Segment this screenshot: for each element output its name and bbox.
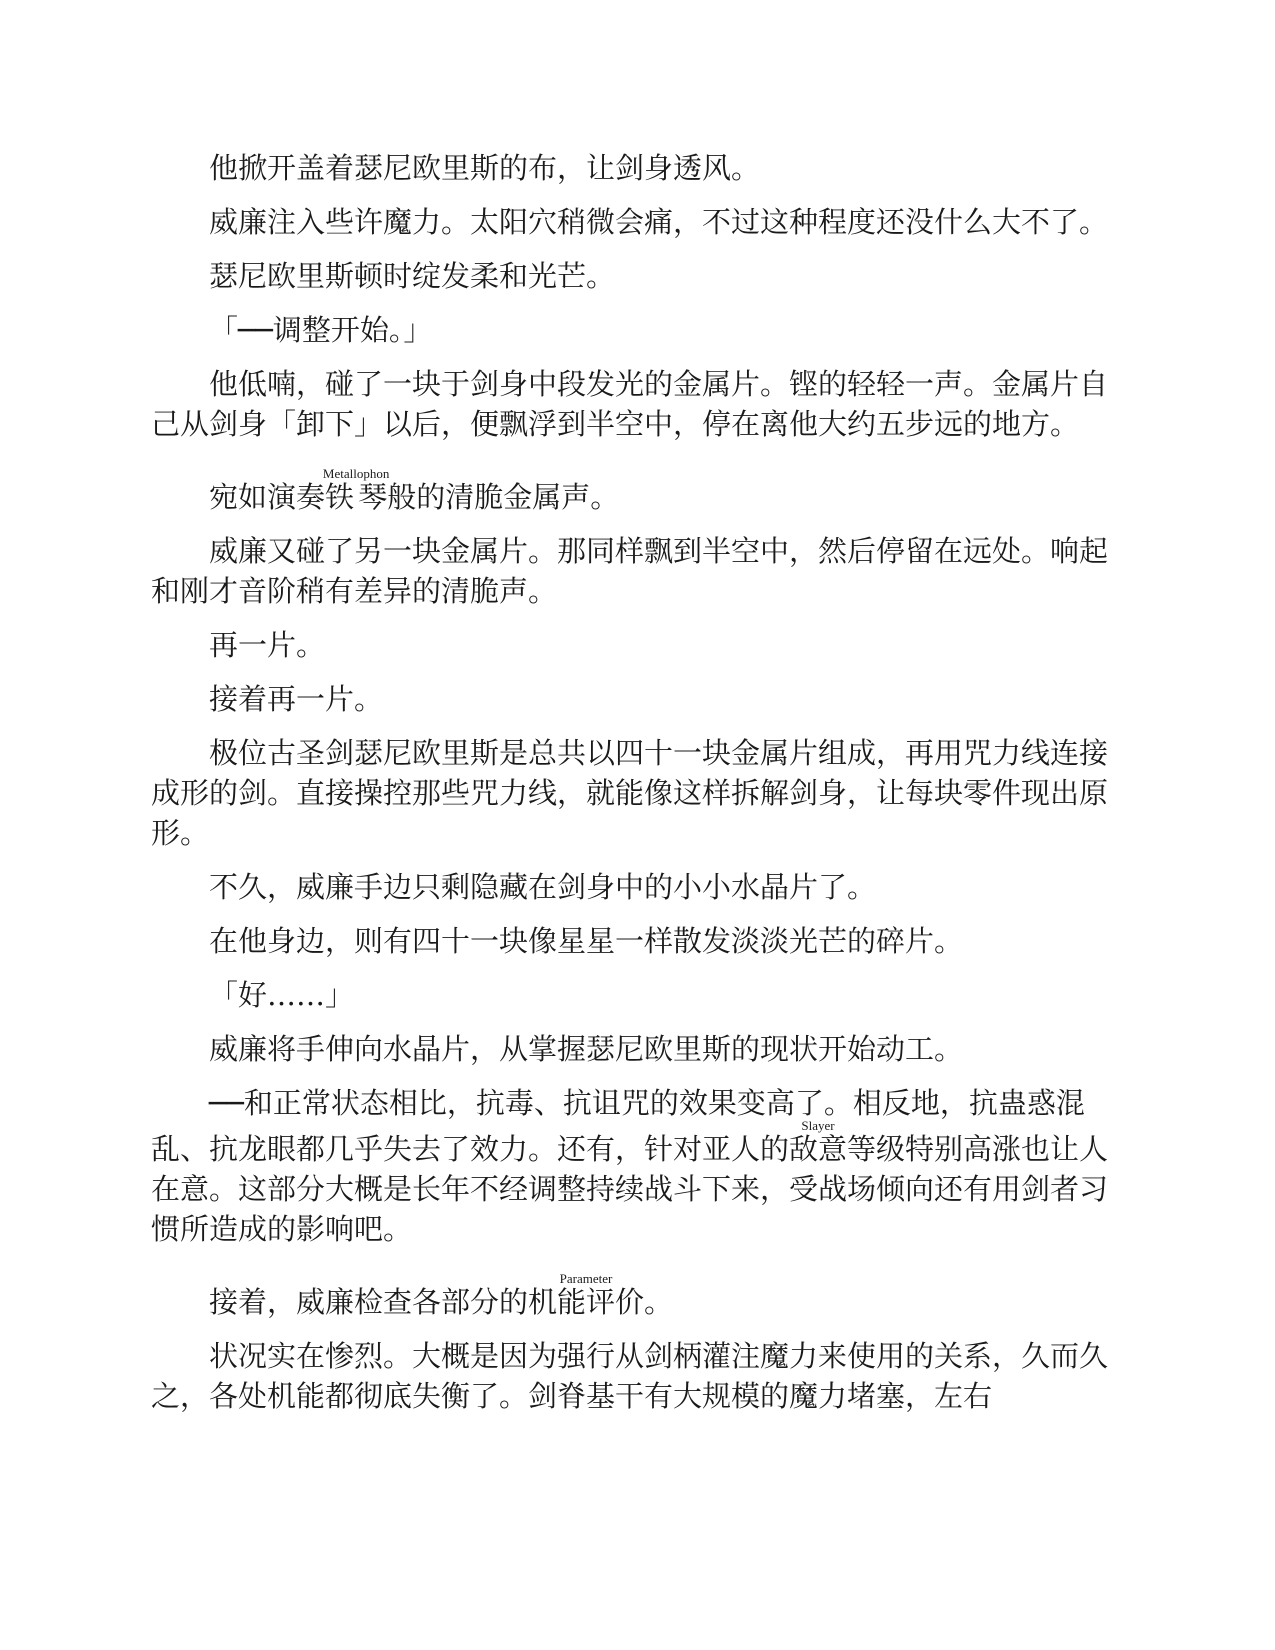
paragraph: 极位古圣剑瑟尼欧里斯是总共以四十一块金属片组成，再用咒力线连接成形的剑。直接操控那些咒力线，就能像这样拆解剑身，让每块零件现出原形。 bbox=[151, 736, 1109, 850]
dialogue-line: 「──调整开始。」 bbox=[209, 313, 433, 347]
paragraph: 瑟尼欧里斯顿时绽发柔和光芒。 bbox=[209, 259, 616, 293]
paragraph: 他低喃，碰了一块于剑身中段发光的金属片。铿的轻轻一声。金属片自己从剑身「卸下」以后，便飘浮到半空中，停在离他大约五步远的地方。 bbox=[151, 367, 1109, 441]
ruby-annotation bbox=[789, 1118, 848, 1166]
paragraph: 威廉又碰了另一块金属片。那同样飘到半空中，然后停留在远处。响起和刚才音阶稍有差异的清脆声。 bbox=[151, 534, 1109, 608]
dialogue-line: 「好……」 bbox=[209, 978, 355, 1012]
text-span: 宛如演奏 bbox=[209, 480, 326, 514]
paragraph bbox=[151, 1083, 1123, 1249]
paragraph: 威廉将手伸向水晶片，从掌握瑟尼欧里斯的现状开始动工。 bbox=[209, 1032, 964, 1066]
text-span: 般的清脆金属声。 bbox=[387, 480, 620, 514]
book-page bbox=[151, 148, 1123, 1430]
paragraph: 再一片。 bbox=[209, 628, 326, 662]
text-span: 等级特别高涨也让人在意。这部分大概是长年不经调整持续战斗下来，受战场倾向还有用剑者习惯所造成的影响吧。 bbox=[151, 1132, 1109, 1246]
ruby-base: 铁琴 bbox=[322, 480, 390, 514]
ruby-text: Slayer bbox=[789, 1118, 848, 1133]
ruby-text: Parameter bbox=[528, 1271, 645, 1286]
text-span: 接着，威廉检查各部分的 bbox=[209, 1285, 529, 1319]
ruby-base: 敌意 bbox=[789, 1132, 848, 1166]
ruby-annotation bbox=[322, 466, 390, 514]
paragraph: 状况实在惨烈。大概是因为强行从剑柄灌注魔力来使用的关系，久而久之，各处机能都彻底失衡了。剑脊基干有大规模的魔力堵塞，左右 bbox=[151, 1339, 1109, 1413]
paragraph bbox=[151, 468, 1123, 517]
paragraph: 在他身边，则有四十一块像星星一样散发淡淡光芒的碎片。 bbox=[209, 924, 964, 958]
ruby-text: Metallophon bbox=[322, 466, 390, 481]
ruby-annotation bbox=[528, 1271, 645, 1319]
paragraph: 威廉注入些许魔力。太阳穴稍微会痛，不过这种程度还没什么大不了。 bbox=[209, 205, 1109, 239]
paragraph: 接着再一片。 bbox=[209, 682, 384, 716]
text-span: 。 bbox=[644, 1285, 674, 1319]
paragraph: 不久，威廉手边只剩隐藏在剑身中的小小水晶片了。 bbox=[209, 870, 877, 904]
ruby-base: 机能评价 bbox=[528, 1285, 645, 1319]
paragraph: 他掀开盖着瑟尼欧里斯的布，让剑身透风。 bbox=[209, 151, 761, 185]
text-span: ──和正常状态相比，抗毒、抗诅咒的效果变高了。相反地，抗蛊惑混乱、抗龙眼都几乎失去了效力。还有，针对亚人的 bbox=[151, 1086, 1085, 1166]
paragraph bbox=[151, 1273, 1123, 1322]
